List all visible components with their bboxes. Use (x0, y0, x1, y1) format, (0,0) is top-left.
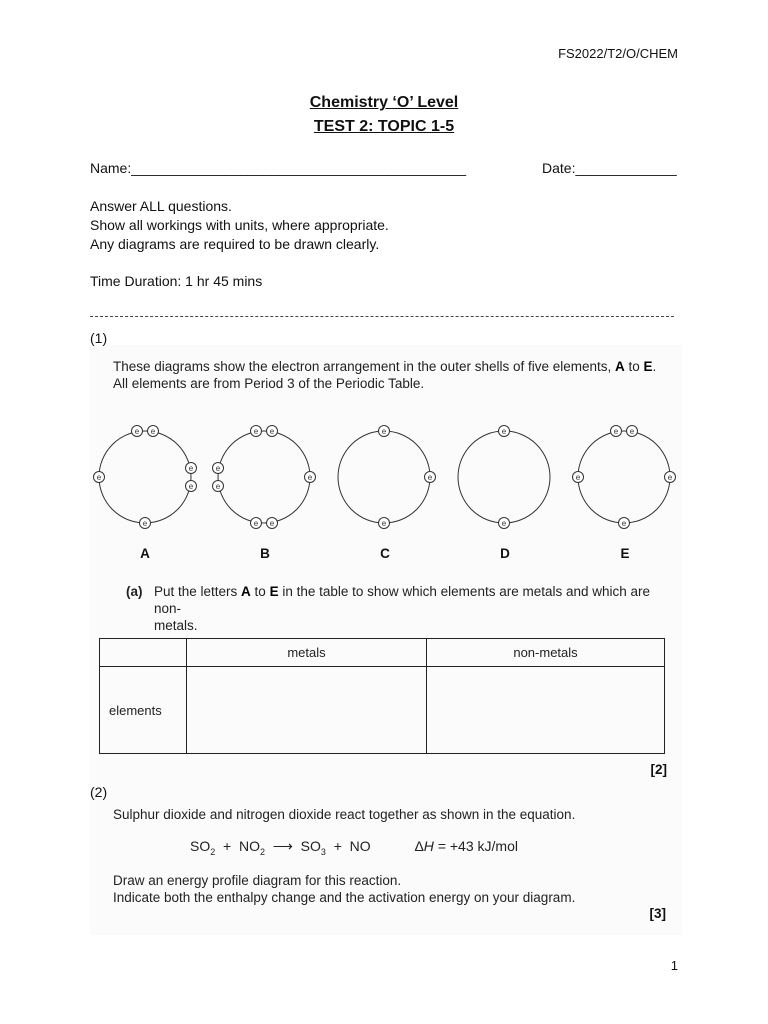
electron-e (611, 426, 622, 437)
instruction-line: Answer ALL questions. (90, 198, 232, 214)
svg-text:e: e (269, 519, 275, 528)
metals-table (99, 638, 665, 754)
question-2-number: (2) (90, 784, 108, 800)
electron-shell-c (338, 431, 430, 523)
diagram-label-e: E (620, 546, 630, 561)
question-2-instructions (113, 872, 575, 906)
svg-text:e: e (188, 464, 194, 473)
table-corner-cell (100, 639, 187, 667)
plus-sign: + (333, 838, 342, 854)
svg-text:e: e (575, 473, 581, 482)
svg-text:e: e (381, 519, 387, 528)
svg-text:e: e (253, 519, 259, 528)
column-header-nonmetals: non-metals (427, 639, 665, 667)
question-2-intro: Sulphur dioxide and nitrogen dioxide react together as shown in the equation. (113, 807, 576, 822)
subscript: 2 (260, 846, 266, 857)
intro-letter-e: E (643, 359, 653, 374)
electron-b (213, 463, 224, 474)
electron-b (267, 518, 278, 529)
electron-shell-e (575, 431, 670, 523)
reactant-no2: NO (239, 838, 260, 854)
name-field[interactable]: Name:___________________________________________ (90, 160, 467, 176)
electron-a (186, 463, 197, 474)
svg-text:e: e (629, 427, 635, 436)
svg-text:e: e (150, 427, 156, 436)
part-a-to: to (250, 584, 270, 599)
time-duration: Time Duration: 1 hr 45 mins (90, 273, 263, 289)
document-subtitle: TEST 2: TOPIC 1-5 (313, 118, 455, 135)
date-field[interactable]: Date:_____________ (542, 160, 677, 176)
intro-to: to (624, 359, 644, 374)
electron-a (148, 426, 159, 437)
electron-c (379, 518, 390, 529)
chemical-equation (190, 838, 518, 857)
svg-text:e: e (501, 519, 507, 528)
enthalpy-symbol: H (423, 838, 434, 854)
electron-a (94, 472, 105, 483)
question-1-number: (1) (90, 330, 108, 346)
electron-e (573, 472, 584, 483)
enthalpy-value: = +43 kJ/mol (437, 838, 518, 854)
part-a-label: (a) (126, 584, 143, 599)
delta-symbol: Δ (414, 838, 424, 854)
instructions (90, 197, 389, 254)
intro-line-2: All elements are from Period 3 of the Periodic Table. (113, 376, 425, 391)
electron-a (132, 426, 143, 437)
instruction-line: Indicate both the enthalpy change and the activation energy on your diagram. (113, 890, 576, 905)
product-no: NO (349, 838, 371, 854)
electron-diagrams (80, 415, 690, 545)
reactant-so2: SO (190, 838, 211, 854)
part-a-letter-e: E (269, 584, 279, 599)
electron-a (186, 481, 197, 492)
part-a-post: in the table to show which elements are metals and which are non- (154, 584, 651, 616)
metals-answer-cell[interactable] (187, 667, 427, 754)
electron-b (251, 426, 262, 437)
part-a-letter-a: A (241, 584, 251, 599)
instruction-line: Any diagrams are required to be drawn clearly. (90, 236, 380, 252)
svg-text:e: e (142, 519, 148, 528)
electron-b (213, 481, 224, 492)
diagram-label-b: B (260, 546, 270, 561)
svg-text:e: e (96, 473, 102, 482)
electron-e (627, 426, 638, 437)
reaction-arrow: ⟶ (272, 838, 293, 854)
plus-sign: + (223, 838, 232, 854)
svg-text:e: e (253, 427, 259, 436)
svg-text:e: e (381, 427, 387, 436)
question-1-marks: [2] (650, 762, 667, 777)
part-a-text (154, 583, 674, 634)
electron-b (305, 472, 316, 483)
subscript: 2 (210, 846, 216, 857)
electron-c (379, 426, 390, 437)
instruction-line: Draw an energy profile diagram for this reaction. (113, 873, 402, 888)
subscript: 3 (320, 846, 326, 857)
part-a-line-2: metals. (154, 618, 198, 633)
instruction-line: Show all workings with units, where appropriate. (90, 217, 389, 233)
electron-e (665, 472, 676, 483)
electron-b (251, 518, 262, 529)
document-code: FS2022/T2/O/CHEM (558, 46, 678, 61)
electron-shell-d (458, 431, 550, 523)
svg-text:e: e (215, 482, 221, 491)
question-1-intro (113, 358, 656, 392)
intro-end: . (652, 359, 657, 374)
question-2-marks: [3] (649, 906, 666, 921)
svg-text:e: e (613, 427, 619, 436)
electron-d (499, 518, 510, 529)
svg-text:e: e (621, 519, 627, 528)
svg-text:e: e (667, 473, 673, 482)
nonmetals-answer-cell[interactable] (427, 667, 665, 754)
svg-text:e: e (427, 473, 433, 482)
document-title: Chemistry ‘O’ Level (309, 94, 459, 111)
svg-text:e: e (215, 464, 221, 473)
intro-letter-a: A (615, 359, 625, 374)
diagram-label-c: C (380, 546, 390, 561)
svg-text:e: e (307, 473, 313, 482)
electron-d (499, 426, 510, 437)
svg-text:e: e (188, 482, 194, 491)
electron-shell-b (215, 431, 310, 523)
page-number: 1 (670, 958, 678, 973)
diagram-label-a: A (140, 546, 150, 561)
electron-e (619, 518, 630, 529)
svg-text:e: e (269, 427, 275, 436)
electron-shell-a (96, 431, 191, 523)
svg-text:e: e (501, 427, 507, 436)
section-divider (90, 316, 674, 317)
column-header-metals: metals (187, 639, 427, 667)
svg-text:e: e (134, 427, 140, 436)
diagram-label-d: D (500, 546, 510, 561)
electron-b (267, 426, 278, 437)
electron-c (425, 472, 436, 483)
product-so3: SO (300, 838, 321, 854)
row-label-elements: elements (100, 667, 187, 754)
electron-a (140, 518, 151, 529)
intro-text: These diagrams show the electron arrangement in the outer shells of five elements, (113, 359, 616, 374)
part-a-pre: Put the letters (154, 584, 242, 599)
